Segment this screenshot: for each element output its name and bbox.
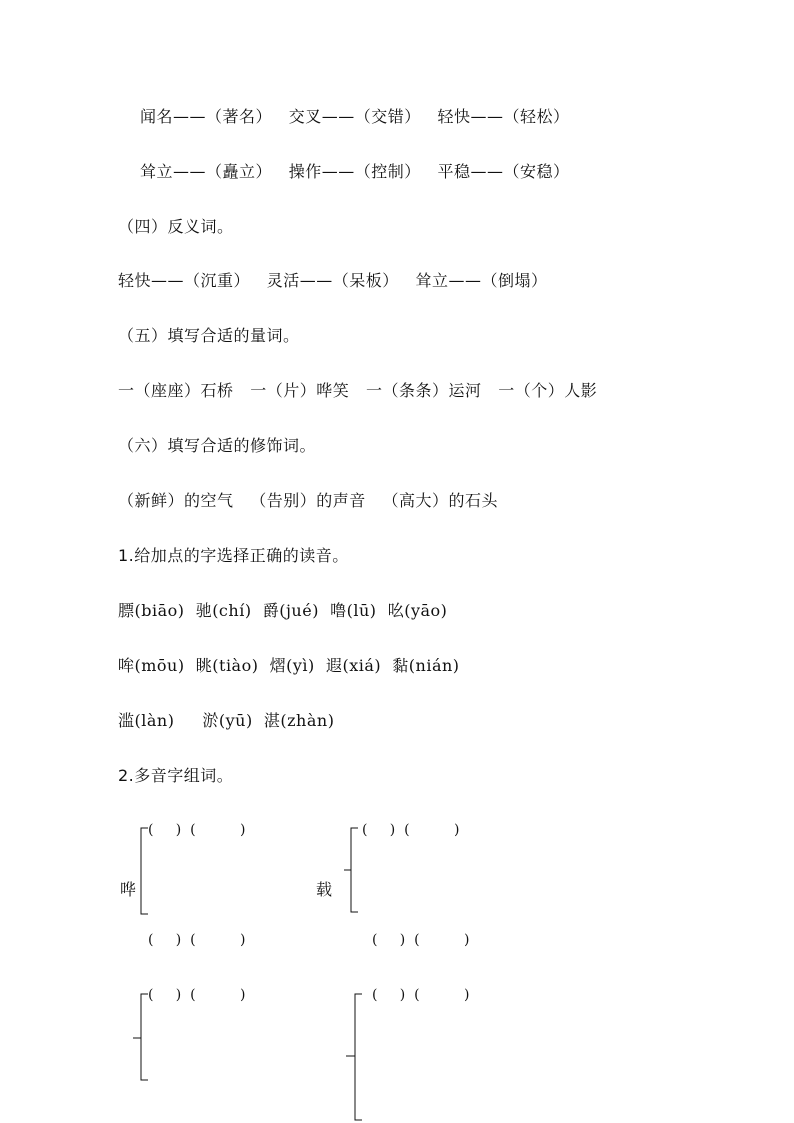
blank-pair[interactable]: ( ) ( ) (372, 987, 470, 1003)
blank-pair[interactable]: ( ) ( ) (372, 932, 470, 948)
question-2-title: 2.多音字组词。 (118, 766, 234, 785)
synonym-row-2: 耸立——（矗立） 操作——（控制） 平稳——（安稳） (140, 162, 570, 181)
modifier-row: （新鲜）的空气 （告别）的声音 （高大）的石头 (118, 491, 499, 510)
blank-pair[interactable]: ( ) ( ) (148, 932, 246, 948)
blank-pair[interactable]: ( ) ( ) (148, 822, 246, 838)
measure-word-row: 一（座座）石桥 一（片）哗笑 一（条条）运河 一（个）人影 (118, 381, 598, 400)
antonym-row: 轻快——（沉重） 灵活——（呆板） 耸立——（倒塌） (118, 271, 548, 290)
question-1-title: 1.给加点的字选择正确的读音。 (118, 546, 349, 565)
synonym-row-1: 闻名——（著名） 交叉——（交错） 轻快——（轻松） (140, 107, 570, 126)
polyphone-char-hua: 哗 (120, 880, 137, 899)
blank-pair[interactable]: ( ) ( ) (362, 822, 460, 838)
blank-pair[interactable]: ( ) ( ) (148, 987, 246, 1003)
pinyin-row-2: 哞(mōu) 眺(tiào) 熠(yì) 遐(xiá) 黏(nián) (118, 656, 460, 675)
polyphone-char-zai: 载 (316, 880, 333, 899)
brace-icon (132, 826, 152, 918)
brace-icon (130, 992, 152, 1084)
pinyin-row-1: 膘(biāo) 驰(chí) 爵(jué) 噜(lū) 吆(yāo) (118, 601, 448, 620)
section-5-title: （五）填写合适的量词。 (118, 326, 300, 345)
brace-icon (340, 826, 362, 916)
section-4-title: （四）反义词。 (118, 217, 234, 236)
brace-icon (342, 992, 366, 1123)
pinyin-row-3: 滥(làn) 淤(yū) 湛(zhàn) (118, 711, 335, 730)
section-6-title: （六）填写合适的修饰词。 (118, 436, 317, 455)
